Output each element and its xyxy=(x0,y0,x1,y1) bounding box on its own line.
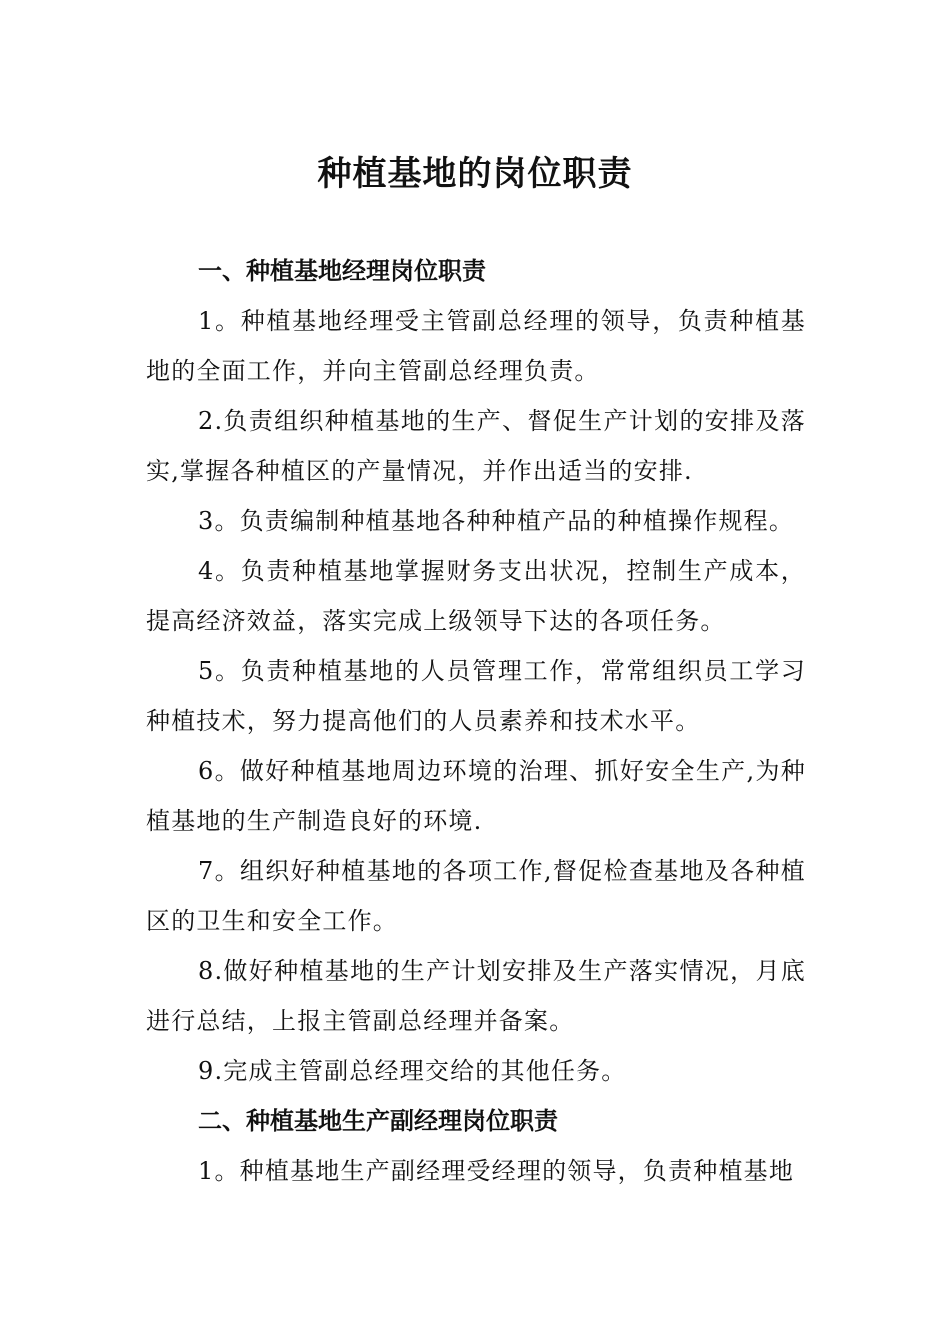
duty-item: 1。种植基地生产副经理受经理的领导，负责种植基地 xyxy=(198,1157,795,1185)
duty-item: 8.做好种植基地的生产计划安排及生产落实情况，月底进行总结，上报主管副总经理并备案。 xyxy=(146,957,806,1035)
duty-item: 5。负责种植基地的人员管理工作，常常组织员工学习种植技术，努力提高他们的人员素养和技术水平。 xyxy=(146,657,806,735)
duty-item: 9.完成主管副总经理交给的其他任务。 xyxy=(198,1057,627,1085)
duty-item: 2.负责组织种植基地的生产、督促生产计划的安排及落实,掌握各种植区的产量情况，并作出适当的安排. xyxy=(146,407,806,485)
duty-item: 7。组织好种植基地的各项工作,督促检查基地及各种植区的卫生和安全工作。 xyxy=(146,857,806,935)
duty-item: 1。种植基地经理受主管副总经理的领导，负责种植基地的全面工作，并向主管副总经理负责。 xyxy=(146,307,806,385)
duty-item: 3。负责编制种植基地各种种植产品的种植操作规程。 xyxy=(198,507,795,535)
document-body xyxy=(146,246,806,1196)
section-heading: 一、种植基地经理岗位职责 xyxy=(198,256,486,285)
duty-item: 4。负责种植基地掌握财务支出状况，控制生产成本，提高经济效益，落实完成上级领导下达的各项任务。 xyxy=(146,557,806,635)
duty-item: 6。做好种植基地周边环境的治理、抓好安全生产,为种植基地的生产制造良好的环境. xyxy=(146,757,806,835)
document-title: 种植基地的岗位职责 xyxy=(317,154,633,194)
section-heading: 二、种植基地生产副经理岗位职责 xyxy=(198,1106,558,1135)
